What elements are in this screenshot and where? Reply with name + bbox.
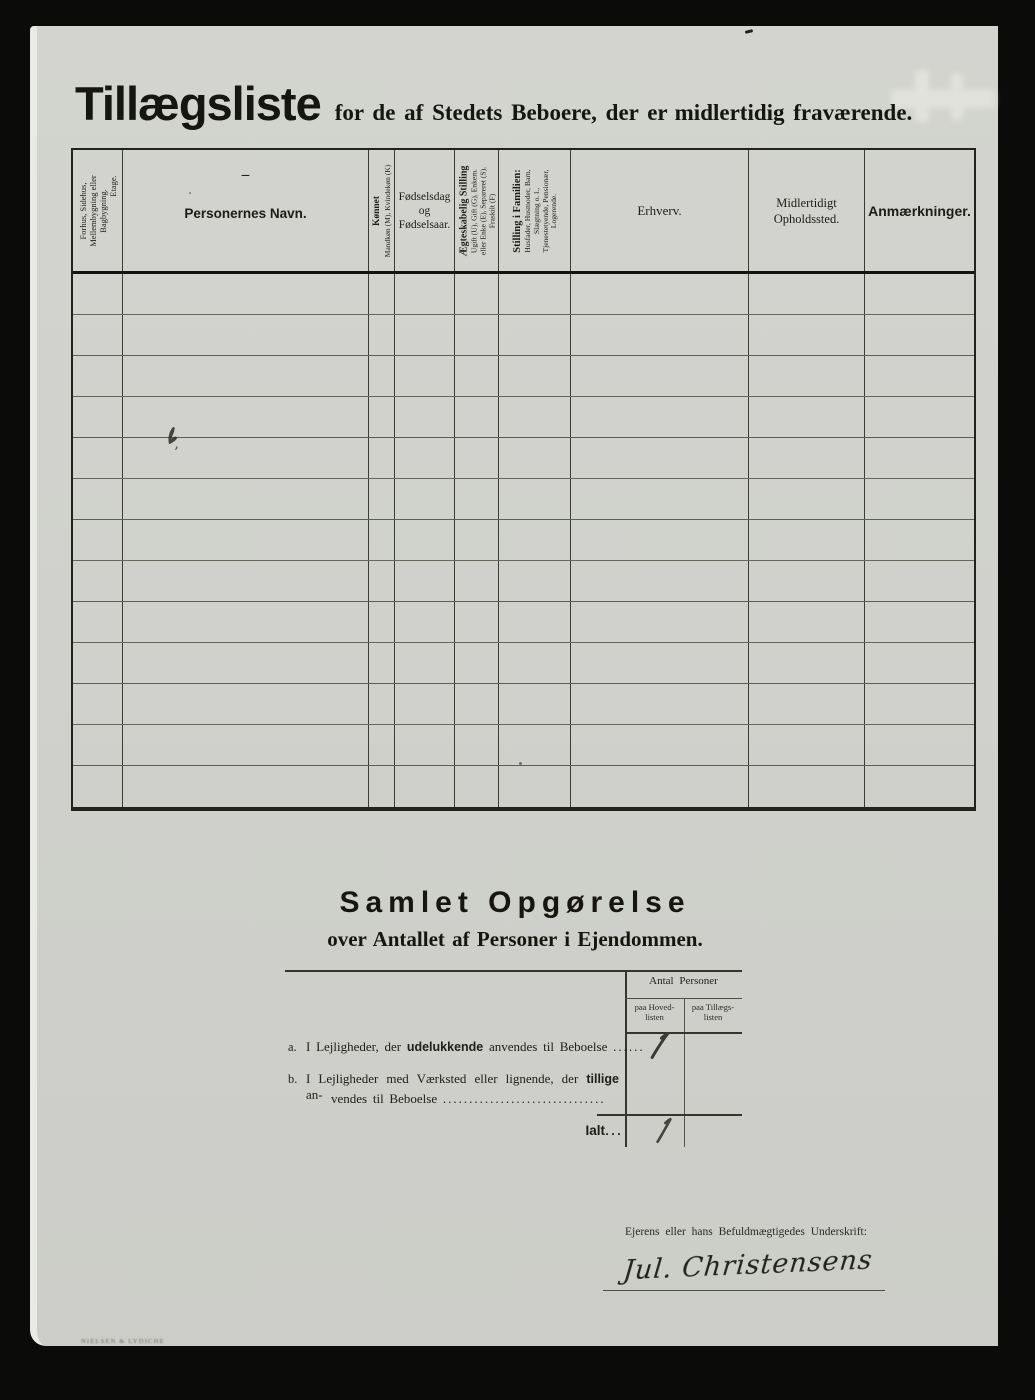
row-a-post: anvendes til Beboelse: [489, 1039, 608, 1054]
cell-marital-status: [455, 356, 499, 396]
cell-building: [73, 397, 123, 437]
column-main-list: [625, 1002, 684, 1022]
cell-remarks: [865, 274, 974, 314]
header-building-line2: Mellembygning eller: [87, 174, 98, 247]
row-b-dot-leader: ...............................: [442, 1091, 606, 1106]
cell-sex: [369, 561, 395, 601]
cell-birthdate: [395, 315, 455, 355]
cell-remarks: [865, 479, 974, 519]
row-b-post: an-: [306, 1087, 323, 1102]
table-row: [73, 315, 974, 356]
cell-name: [123, 602, 369, 642]
cell-birthdate: [395, 684, 455, 724]
cell-family-position: [499, 479, 571, 519]
cell-sex: [369, 356, 395, 396]
cell-family-position: [499, 643, 571, 683]
table-row: [73, 766, 974, 807]
handwritten-count-main-list-a: [648, 1028, 672, 1061]
cell-building: [73, 766, 123, 807]
row-a-label: a.: [288, 1040, 297, 1054]
cell-marital-status: [455, 766, 499, 807]
cell-occupation: [571, 397, 749, 437]
cell-remarks: [865, 315, 974, 355]
cell-sex: [369, 315, 395, 355]
header-residence-line1: Midlertidigt: [776, 195, 837, 210]
table-row: [73, 274, 974, 315]
cell-temporary-residence: [749, 602, 865, 642]
header-family-sub3: Tjenestetyende, Pensionær,: [540, 169, 549, 253]
cell-birthdate: [395, 479, 455, 519]
count-header-rule: [625, 998, 742, 999]
cell-temporary-residence: [749, 397, 865, 437]
cell-occupation: [571, 438, 749, 478]
cell-marital-status: [455, 315, 499, 355]
cell-temporary-residence: [749, 643, 865, 683]
table-row: [73, 602, 974, 643]
header-building-line4: Etage.: [107, 174, 118, 197]
cell-family-position: [499, 438, 571, 478]
scanned-census-form-page: [30, 26, 998, 1346]
total-dot-leader: ...: [605, 1122, 623, 1139]
cell-birthdate: [395, 397, 455, 437]
cell-temporary-residence: [749, 315, 865, 355]
table-row: [73, 356, 974, 397]
cell-remarks: [865, 684, 974, 724]
cell-temporary-residence: [749, 766, 865, 807]
cell-marital-status: [455, 561, 499, 601]
cell-occupation: [571, 643, 749, 683]
cell-remarks: [865, 602, 974, 642]
page-title: [75, 76, 912, 131]
cell-birthdate: [395, 602, 455, 642]
cell-building: [73, 725, 123, 765]
row-b-label: b.: [288, 1072, 298, 1086]
signature-line: [603, 1290, 885, 1291]
summary-vertical-rule: [625, 970, 627, 1147]
header-name-dash: –: [241, 166, 250, 183]
cell-birthdate: [395, 520, 455, 560]
ink-speck: [745, 29, 753, 34]
header-family-position: [499, 150, 571, 271]
cell-birthdate: [395, 438, 455, 478]
cell-name: [123, 520, 369, 560]
form-title-emphasis: midlertidig fraværende.: [674, 100, 913, 125]
cell-family-position: [499, 602, 571, 642]
header-family-sub2: Slægtning o. l.,: [531, 187, 541, 234]
table-row: [73, 684, 974, 725]
table-header-row: [73, 150, 974, 274]
cell-birthdate: [395, 643, 455, 683]
cell-marital-status: [455, 479, 499, 519]
cell-occupation: [571, 684, 749, 724]
cell-name: [123, 397, 369, 437]
cell-marital-status: [455, 397, 499, 437]
summary-title: Samlet Opgørelse: [339, 886, 691, 919]
cell-family-position: [499, 520, 571, 560]
row-b-line2-text: vendes til Beboelse: [331, 1091, 438, 1106]
census-table: [71, 148, 976, 811]
cell-building: [73, 643, 123, 683]
cell-building: [73, 315, 123, 355]
cell-birthdate: [395, 766, 455, 807]
cell-name: [123, 766, 369, 807]
cell-sex: [369, 643, 395, 683]
header-name-label: Personernes Navn.: [184, 205, 307, 221]
header-birthdate-line2: og: [418, 204, 431, 217]
header-birthdate-line1: Fødselsdag: [398, 190, 451, 203]
cell-temporary-residence: [749, 684, 865, 724]
cell-family-position: [499, 397, 571, 437]
cell-birthdate: [395, 561, 455, 601]
table-row: [73, 479, 974, 520]
row-b-line2: [331, 1091, 606, 1107]
cell-building: [73, 479, 123, 519]
row-b-bold: tillige: [586, 1072, 619, 1086]
column-main-list-line1: paa Hoved-: [634, 1002, 675, 1012]
cell-occupation: [571, 479, 749, 519]
handwritten-count-main-list-total: [652, 1114, 675, 1147]
table-row: [73, 397, 974, 438]
cell-temporary-residence: [749, 520, 865, 560]
cell-building: [73, 520, 123, 560]
cell-family-position: [499, 315, 571, 355]
header-residence-line2: Opholdssted.: [773, 211, 840, 226]
cell-remarks: [865, 520, 974, 560]
header-occupation: [571, 150, 749, 271]
cell-name: [123, 438, 369, 478]
total-label: Ialt: [585, 1123, 605, 1138]
table-row: [73, 561, 974, 602]
header-occupation-label: Erhverv.: [637, 202, 682, 218]
header-sex-main: Kønnet: [371, 195, 382, 226]
count-header: Antal Personer: [649, 975, 718, 987]
cell-family-position: [499, 561, 571, 601]
cell-occupation: [571, 725, 749, 765]
cell-sex: [369, 602, 395, 642]
header-remarks-label: Anmærkninger.: [868, 202, 971, 219]
cell-marital-status: [455, 602, 499, 642]
cell-birthdate: [395, 274, 455, 314]
cell-remarks: [865, 643, 974, 683]
cell-remarks: [865, 438, 974, 478]
table-row: [73, 725, 974, 766]
row-a-bold: udelukkende: [406, 1040, 484, 1054]
row-a-pre: I Lejligheder, der: [306, 1039, 402, 1054]
cell-temporary-residence: [749, 479, 865, 519]
summary-subtitle: over Antallet af Personer i Ejendommen.: [327, 927, 703, 951]
header-temporary-residence: [749, 150, 865, 271]
header-birthdate-line3: Fødselsaar.: [398, 218, 451, 231]
cell-marital-status: [455, 725, 499, 765]
cell-sex: [369, 766, 395, 807]
cell-remarks: [865, 766, 974, 807]
cell-family-position: [499, 766, 571, 807]
owner-signature: Jul. Christensens: [621, 1244, 875, 1287]
cell-building: [73, 356, 123, 396]
cell-occupation: [571, 315, 749, 355]
cell-temporary-residence: [749, 561, 865, 601]
cell-building: [73, 602, 123, 642]
cell-occupation: [571, 520, 749, 560]
cell-sex: [369, 520, 395, 560]
cell-family-position: [499, 684, 571, 724]
cell-marital-status: [455, 520, 499, 560]
cell-name: [123, 356, 369, 396]
column-suppl-list: [684, 1002, 742, 1022]
cell-sex: [369, 725, 395, 765]
cell-name: [123, 643, 369, 683]
cell-temporary-residence: [749, 356, 865, 396]
cell-name: [123, 684, 369, 724]
column-main-list-line2: listen: [645, 1012, 664, 1022]
cell-family-position: [499, 725, 571, 765]
signature-label: Ejerens eller hans Befuldmægtigedes Underskrift:: [625, 1226, 867, 1238]
cell-marital-status: [455, 274, 499, 314]
cell-occupation: [571, 561, 749, 601]
cell-remarks: [865, 356, 974, 396]
summary-heading: [295, 886, 735, 952]
column-suppl-list-line1: paa Tillægs-: [691, 1002, 735, 1012]
cell-sex: [369, 274, 395, 314]
cell-birthdate: [395, 356, 455, 396]
cell-occupation: [571, 274, 749, 314]
cell-name: [123, 274, 369, 314]
cell-marital-status: [455, 643, 499, 683]
cell-temporary-residence: [749, 274, 865, 314]
cell-name: [123, 725, 369, 765]
header-marital-main: Ægteskabelig Stilling: [457, 165, 469, 256]
header-remarks: [865, 150, 974, 271]
cell-building: [73, 684, 123, 724]
header-marital-sub1: Ugift (U), Gift (G), Enkem.: [468, 168, 478, 253]
form-title-main: Tillægsliste: [75, 77, 321, 130]
row-a-dot-leader: ......: [613, 1039, 645, 1054]
cell-sex: [369, 479, 395, 519]
cell-family-position: [499, 356, 571, 396]
row-a-text: [306, 1039, 645, 1055]
header-sex: [369, 150, 395, 271]
header-building: [73, 150, 123, 271]
header-family-sub1: Husfader, Husmoder, Barn,: [522, 168, 532, 253]
cell-occupation: [571, 356, 749, 396]
cell-temporary-residence: [749, 725, 865, 765]
cell-marital-status: [455, 438, 499, 478]
header-family-sub4: Logerende.: [548, 193, 558, 228]
table-row: [73, 438, 974, 479]
header-sex-sub: Mandkøn (M), Kvindekøn (K): [382, 164, 392, 257]
subheader-rule: [625, 1032, 742, 1034]
cell-sex: [369, 397, 395, 437]
cell-name: [123, 315, 369, 355]
cell-name: [123, 479, 369, 519]
header-marital-sub3: Fraskilt (F): [486, 193, 496, 228]
cell-occupation: [571, 766, 749, 807]
header-family-main: Stilling i Familien:: [511, 168, 523, 253]
cell-remarks: [865, 725, 974, 765]
header-name: [123, 150, 369, 271]
row-b-pre: I Lejligheder med Værksted eller lignende, der: [306, 1071, 579, 1086]
header-marital-sub2: eller Enke (E), Separeret (S),: [477, 166, 487, 255]
total-row: [543, 1122, 623, 1140]
summary-top-rule: [285, 970, 742, 972]
cell-temporary-residence: [749, 438, 865, 478]
header-building-line1: Forhus, Sidehus,: [77, 182, 88, 239]
cell-building: [73, 274, 123, 314]
header-building-line3: Bagbygning.: [97, 188, 108, 233]
ink-blot: [163, 424, 183, 452]
cell-building: [73, 561, 123, 601]
header-marital-status: [455, 150, 499, 271]
cell-occupation: [571, 602, 749, 642]
form-title-rest: for de af Stedets Beboere, der er: [334, 100, 668, 125]
cell-remarks: [865, 561, 974, 601]
cell-marital-status: [455, 684, 499, 724]
cell-remarks: [865, 397, 974, 437]
table-body: [73, 274, 974, 807]
cell-sex: [369, 438, 395, 478]
cell-sex: [369, 684, 395, 724]
cell-building: [73, 438, 123, 478]
header-birthdate: [395, 150, 455, 271]
table-row: [73, 520, 974, 561]
column-suppl-list-line2: listen: [703, 1012, 723, 1022]
cell-family-position: [499, 274, 571, 314]
table-row: [73, 643, 974, 684]
cell-birthdate: [395, 725, 455, 765]
cell-name: [123, 561, 369, 601]
printer-imprint: NIELSEN & LYDICHE: [81, 1338, 165, 1345]
